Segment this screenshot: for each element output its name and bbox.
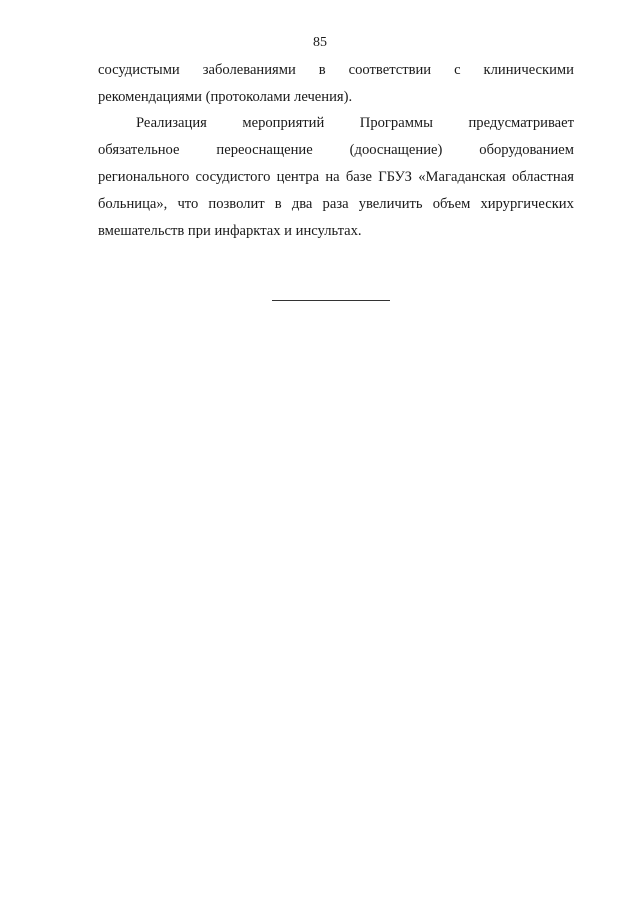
- word: клиническими: [483, 62, 574, 78]
- paragraph-1-line-1: [98, 57, 574, 84]
- word: заболеваниями: [202, 62, 296, 78]
- word: Программы: [359, 115, 433, 131]
- word: сосудистого: [195, 169, 271, 185]
- paragraph-2-line-4: [98, 191, 574, 218]
- word: объем: [432, 196, 471, 212]
- divider-line: [272, 300, 390, 301]
- word: хирургических: [480, 196, 574, 212]
- word: (дооснащение): [349, 142, 443, 158]
- paragraph-1-line-2: [98, 84, 574, 111]
- word: с: [454, 62, 461, 78]
- word: «Магаданская: [418, 169, 506, 185]
- paragraph-2-line-3: [98, 164, 574, 191]
- word: сосудистыми: [98, 62, 180, 78]
- paragraph-1: [98, 57, 574, 111]
- paragraph-2: [98, 110, 574, 245]
- word: в: [318, 62, 326, 78]
- word: раза: [322, 196, 349, 212]
- line-text: рекомендациями (протоколами лечения).: [98, 89, 353, 105]
- word: обязательное: [98, 142, 180, 158]
- word: регионального: [98, 169, 190, 185]
- word: позволит: [208, 196, 265, 212]
- paragraph-2-line-2: [98, 137, 574, 164]
- word: увеличить: [358, 196, 423, 212]
- word: областная: [511, 169, 574, 185]
- page-number: 85: [313, 35, 327, 50]
- word: переоснащение: [216, 142, 313, 158]
- word: соответствии: [348, 62, 432, 78]
- word: больница»,: [98, 196, 168, 212]
- paragraph-2-line-5: [98, 218, 574, 245]
- word: Реализация: [136, 115, 207, 131]
- word: базе: [345, 169, 372, 185]
- word: предусматривает: [468, 115, 574, 131]
- word: на: [325, 169, 340, 185]
- paragraph-2-line-1: [98, 110, 574, 137]
- word: центра: [276, 169, 320, 185]
- word: ГБУЗ: [378, 169, 412, 185]
- word: мероприятий: [242, 115, 325, 131]
- line-text: вмешательств при инфарктах и инсультах.: [98, 223, 362, 239]
- word: в: [274, 196, 282, 212]
- word: что: [177, 196, 199, 212]
- word: оборудованием: [479, 142, 574, 158]
- word: два: [291, 196, 313, 212]
